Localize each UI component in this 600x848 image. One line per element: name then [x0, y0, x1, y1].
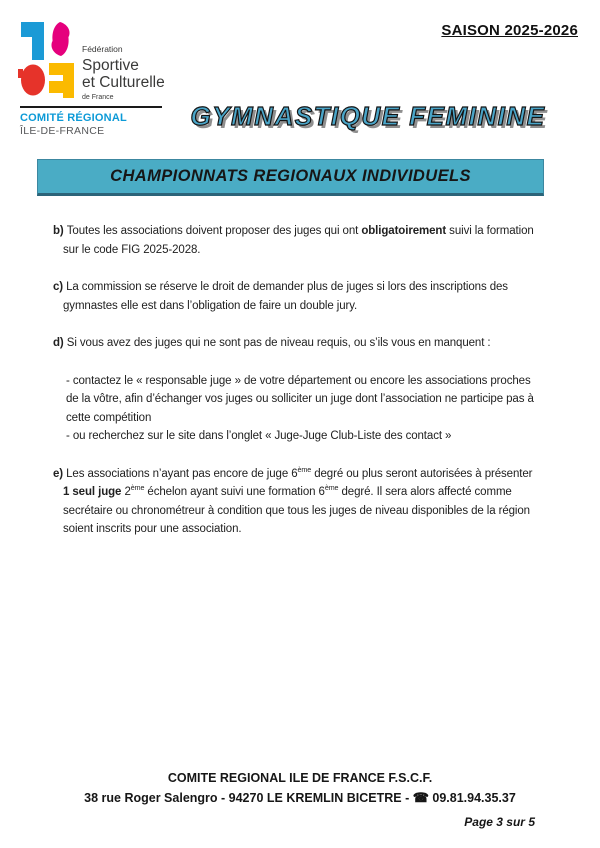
- saison-label: SAISON 2025-2026: [441, 22, 578, 39]
- footer-org: COMITE REGIONAL ILE DE FRANCE F.S.C.F.: [167, 771, 433, 785]
- federation-name-line1: Sportive: [82, 56, 139, 74]
- text-segment: degré ou plus seront autorisées à présenter: [311, 467, 533, 480]
- text-segment: suivi la formation sur le code FIG 2025-2028.: [63, 225, 534, 256]
- body-paragraph: [53, 334, 536, 353]
- body-paragraph: [53, 278, 536, 315]
- text-segment: obligatoirement: [361, 225, 447, 237]
- footer-address-line: [0, 788, 600, 808]
- body-paragraph: [53, 372, 536, 428]
- federation-label: Fédération: [82, 44, 123, 54]
- text-segment: échelon ayant suivi une formation 6: [144, 486, 325, 498]
- paragraph-label: c): [53, 281, 67, 293]
- text-segment: Toutes les associations doivent proposer des juges qui ont: [66, 225, 362, 237]
- body-paragraphs: [53, 222, 536, 539]
- paragraph-label: d): [53, 337, 67, 349]
- body-paragraph: [53, 222, 536, 259]
- paragraph-label: e): [53, 467, 67, 480]
- text-segment: - contactez le « responsable juge » de votre département ou encore les associations proches de la vôtre, afin d’échanger vos juges ou solliciter un juge dont l’association ne participe pas à cette compétition: [66, 374, 534, 424]
- text-segment: 2: [121, 486, 131, 498]
- text-segment: degré. Il sera alors affecté comme secrétaire ou chronométreur à condition que tous les juges de niveau disponibles de la région soient inscrits pour une association.: [63, 486, 530, 535]
- logo-letter-c-tab: [18, 69, 23, 78]
- federation-name-line2: et Culturelle: [82, 73, 165, 91]
- championnats-banner: CHAMPIONNATS REGIONAUX INDIVIDUELS: [37, 159, 544, 196]
- page-number: Page 3 sur 5: [464, 815, 535, 829]
- text-segment: ème: [324, 484, 339, 493]
- comite-regional-label: COMITÉ RÉGIONAL: [20, 112, 127, 124]
- logo-letter-c: [21, 65, 45, 96]
- text-segment: La commission se réserve le droit de demander plus de juges si lors des inscriptions des gymnastes elle est dans l’obligation de faire un double jury.: [63, 281, 508, 312]
- text-segment: ème: [130, 484, 145, 493]
- logo-letter-f2: [49, 63, 74, 98]
- phone-icon: ☎: [412, 790, 429, 805]
- footer-phone: 09.81.94.35.37: [428, 791, 516, 805]
- footer: [0, 768, 600, 808]
- text-segment: 1 seul juge: [63, 486, 122, 498]
- body-paragraph: [53, 427, 536, 446]
- logo-letter-f1: [21, 22, 44, 60]
- page-title: GYMNASTIQUE FEMININE: [190, 101, 546, 131]
- federation-wordmark: [82, 45, 165, 101]
- paragraph-label: b): [53, 225, 67, 237]
- fscf-logo-icon: [18, 22, 74, 98]
- text-segment: Si vous avez des juges qui ne sont pas de niveau requis, ou s’ils vous en manquent :: [66, 337, 491, 349]
- federation-country: de France: [82, 93, 114, 101]
- footer-address: 38 rue Roger Salengro - 94270 LE KREMLIN BICETRE -: [84, 791, 413, 805]
- text-segment: ème: [297, 465, 312, 474]
- body-paragraph: [53, 465, 536, 539]
- region-label: ÎLE-DE-FRANCE: [20, 125, 105, 137]
- text-segment: - ou recherchez sur le site dans l’onglet « Juge-Juge Club-Liste des contact »: [66, 430, 452, 442]
- logo-divider: [20, 106, 162, 108]
- text-segment: Les associations n’ayant pas encore de juge 6: [66, 467, 298, 480]
